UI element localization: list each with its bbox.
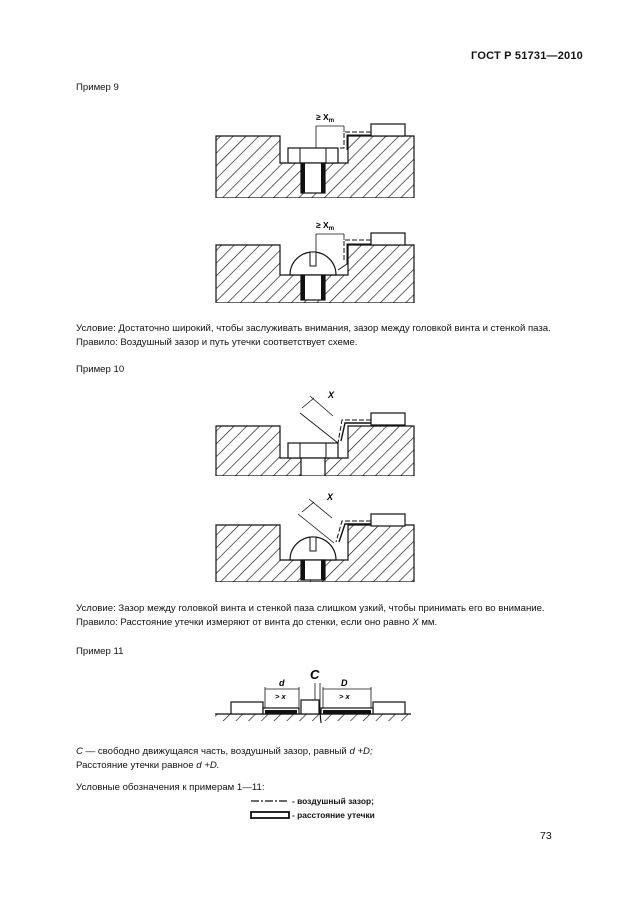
label-d-upper: D (341, 678, 348, 688)
contact-part (371, 124, 405, 136)
legend-creepage: - расстояние утечки (292, 810, 375, 820)
page-number: 73 (540, 830, 552, 842)
example-9-title: Пример 9 (76, 82, 119, 93)
example-9-rule: Правило: Воздушный зазор и путь утечки соответствует схеме. (76, 337, 358, 348)
creepage-symbol (251, 812, 289, 818)
example-9-condition: Условие: Достаточно широкий, чтобы заслуживать внимания, зазор между головкой винта и стенкой паза. (76, 323, 551, 334)
dim-label: ≥ $X_m$ (316, 112, 335, 124)
example-10-figure-1 (210, 386, 420, 476)
example-10-condition: Условие: Зазор между головкой винта и стенкой паза слишком узкий, чтобы принимать его во внимание. (76, 603, 545, 614)
legend-intro: Условные обозначения к примерам 1—11: (76, 782, 265, 793)
example-11-title: Пример 11 (76, 646, 124, 657)
example-11-figure (215, 665, 415, 729)
screw-head (288, 148, 338, 163)
standard-number: ГОСТ Р 51731—2010 (471, 50, 583, 62)
example-11-note-1: C — свободно движущаяся часть, воздушный зазор, равный d +D; (76, 746, 373, 757)
example-10-rule: Правило: Расстояние утечки измеряют от винта до стенки, если оно равно X мм. (76, 617, 438, 628)
label-gt-x: > x (339, 692, 350, 701)
example-11-note-2: Расстояние утечки равное d +D. (76, 760, 220, 771)
example-10-figure-2 (210, 490, 420, 582)
legend-air-gap: - воздушный зазор; (292, 796, 374, 806)
label-gt-x: > x (275, 692, 286, 701)
dim-label: X (327, 492, 334, 502)
dim-label: ≥ $X_m$ (316, 220, 335, 232)
label-c: C (310, 667, 320, 682)
legend-symbols (250, 795, 290, 823)
dim-label: X (328, 390, 335, 400)
label-d: d (279, 678, 285, 688)
example-9-figure-1 (210, 108, 420, 198)
example-10-title: Пример 10 (76, 364, 125, 375)
example-9-figure-2 (210, 218, 420, 303)
